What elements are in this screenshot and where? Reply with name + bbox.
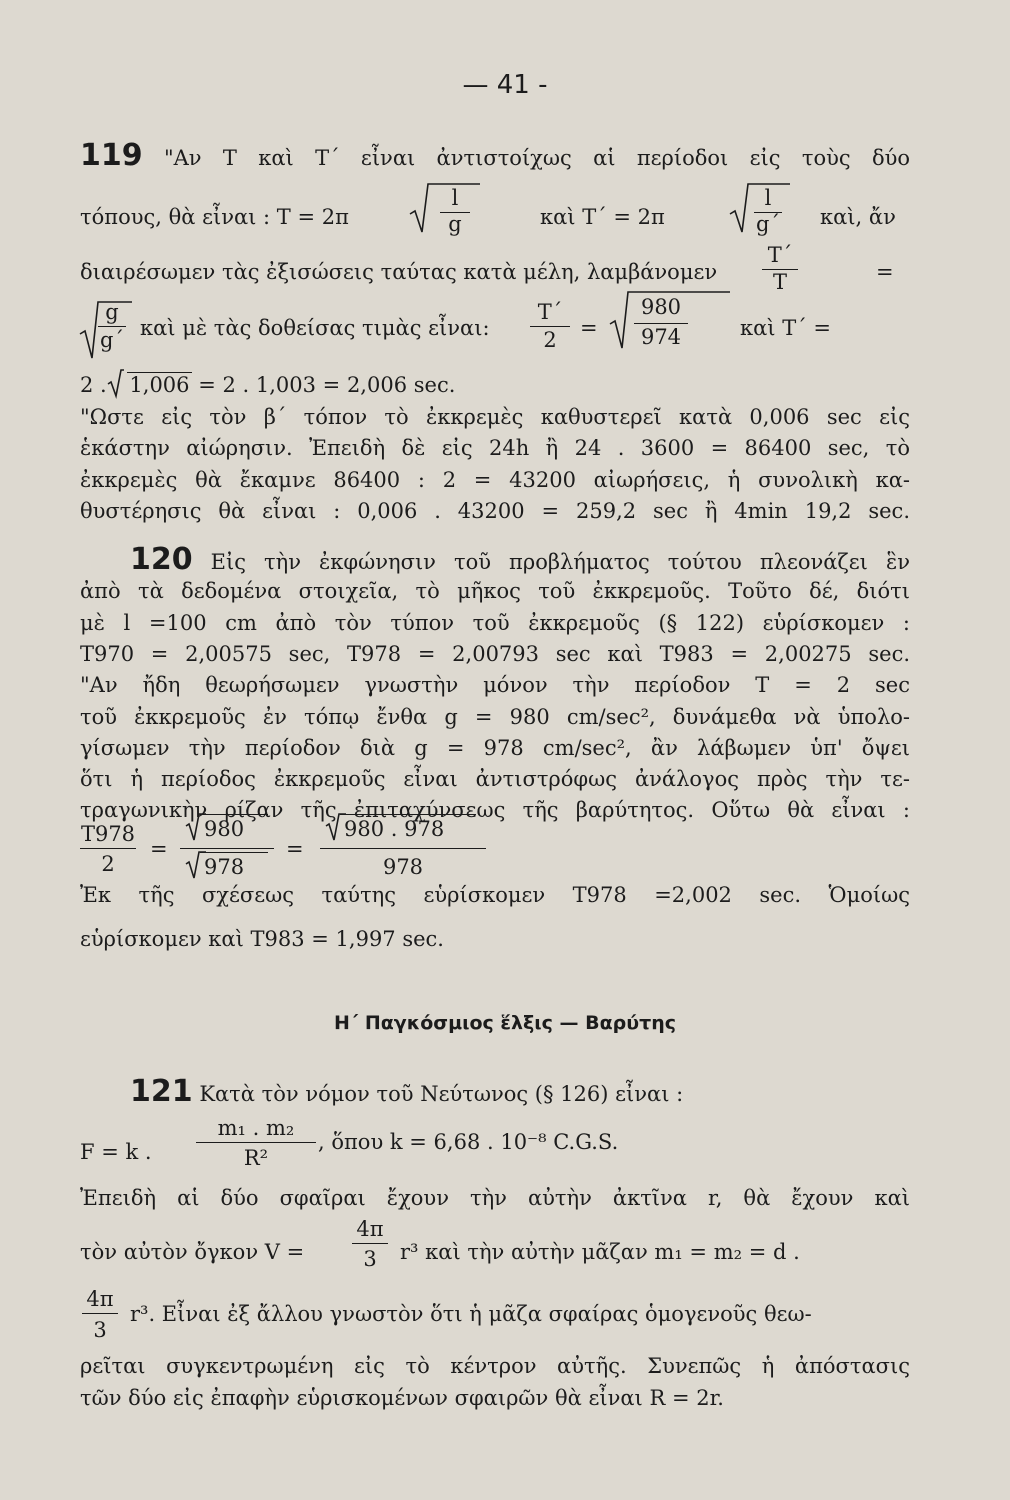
fraction-numerator: 980 [204,817,245,841]
fraction-denominator: Τ [772,270,787,294]
page-number: — 41 - [462,70,548,100]
fraction-bar [180,848,274,849]
equals-sign: = [580,316,598,340]
paragraph-text: ὅτι ἡ περίοδος ἐκκρεμοῦς εἶναι ἀντιστρόφως ἀνάλογος πρὸς τὴν τε- [80,767,910,791]
fraction-numerator: 980 [640,295,682,319]
fraction-bar [80,848,136,849]
paragraph-text: καὶ Τ΄ = [740,316,831,340]
paragraph-text: ἐκκρεμὲς θὰ ἔκαμνε 86400 : 2 = 43200 αἰωρήσεις, ἡ συνολικὴ κα- [80,468,910,492]
sqrt-value: 1,006 [129,373,190,397]
paragraph-text: διαιρέσωμεν τὰς ἐξισώσεις ταύτας κατὰ μέλη, λαμβάνομεν [80,260,718,284]
equals-sign: = [286,837,304,861]
fraction-bar [82,1313,118,1314]
section-heading: Η΄ Παγκόσμιος ἕλξις — Βαρύτης [333,1012,677,1034]
fraction-bar [352,1243,388,1244]
fraction-numerator: 980 . 978 [344,817,445,841]
paragraph-text: ἑκάστην αἰώρησιν. Ἐπειδὴ δὲ εἰς 24h ἢ 24 . 3600 = 86400 sec, τὸ [80,436,910,460]
sqrt-bar [340,814,476,815]
period-formula-text: τόπους, θὰ εἶναι : Τ = 2π [80,205,349,229]
fraction-bar [634,323,688,324]
fraction-numerator: g [105,300,119,324]
fraction-numerator: Τ΄ [537,300,563,324]
paragraph-text: ἀπὸ τὰ δεδομένα στοιχεῖα, τὸ μῆκος τοῦ ἐκκρεμοῦς. Τοῦτο δέ, διότι [80,579,910,603]
sqrt-sign [326,812,346,842]
fraction-denominator: R² [243,1146,269,1170]
fraction-denominator: 2 [101,852,115,876]
paragraph-text: θυστέρησις θὰ εἶναι : 0,006 . 43200 = 259,2 sec ἢ 4min 19,2 sec. [80,499,910,523]
paragraph-text: τῶν δύο εἰς ἐπαφὴν εὑρισκομένων σφαιρῶν θὰ εἶναι R = 2r. [80,1386,724,1410]
paragraph-text: τραγωνικὴν ρίζαν τῆς ἐπιταχύνσεως τῆς βαρύτητος. Οὕτω θὰ εἶναι : [80,798,910,822]
problem-number-120: 120 [130,542,193,577]
equals-sign: = [150,837,168,861]
fraction-numerator: Τ΄ [767,243,793,267]
volume-formula-text: r³ καὶ τὴν αὐτὴν μᾶζαν m₁ = m₂ = d . [400,1240,800,1264]
paragraph-121-line-1 [80,1074,910,1109]
fraction-bar [530,326,570,327]
paragraph-text: μὲ l =100 cm ἀπὸ τὸν τύπον τοῦ ἐκκρεμοῦς (§ 122) εὑρίσκομεν : [80,611,910,635]
paragraph-text: καὶ μὲ τὰς δοθείσας τιμὰς εἶναι: [140,316,490,340]
newton-law-lhs: F = k . [80,1140,152,1164]
sqrt-sign [186,850,206,880]
paragraph-text: Ἐκ τῆς σχέσεως ταύτης εὑρίσκομεν Τ978 =2,002 sec. Ὁμοίως [80,883,910,907]
paragraph-text: καὶ, ἄν [820,205,896,229]
paragraph-121-text: Κατὰ τὸν νόμον τοῦ Νεύτωνος (§ 126) εἶναι : [199,1082,684,1106]
fraction-bar [98,326,126,327]
paragraph-text: τοῦ ἐκκρεμοῦς ἐν τόπῳ ἔνθα g = 980 cm/sec², δυνάμεθα νὰ ὑπολο- [80,705,910,729]
fraction-numerator: 4π [356,1217,384,1241]
paragraph-text: Τ970 = 2,00575 sec, Τ978 = 2,00793 sec καὶ Τ983 = 2,00275 sec. [80,642,910,666]
fraction-numerator: 4π [86,1287,114,1311]
paragraph-120-text: Εἰς τὴν ἐκφώνησιν τοῦ προβλήματος τούτου πλεονάζει ἓν [210,550,910,574]
paragraph-text: γίσωμεν τὴν περίοδον διὰ g = 978 cm/sec², ἂν λάβωμεν ὑπ' ὄψει [80,736,910,760]
fraction-denominator: 3 [363,1247,377,1271]
paragraph-text: εὑρίσκομεν καὶ Τ983 = 1,997 sec. [80,927,444,951]
fraction-numerator: Τ978 [80,822,136,846]
newton-law-rhs: , ὅπου k = 6,68 . 10⁻⁸ C.G.S. [318,1130,619,1154]
result-text: 2 . [80,373,107,397]
problem-number-119: 119 [80,138,143,173]
paragraph-text: ρεῖται συγκεντρωμένη εἰς τὸ κέντρον αὐτῆς. Συνεπῶς ἡ ἀπόστασις [80,1354,910,1378]
paragraph-text: "Ωστε εἰς τὸν β΄ τόπον τὸ ἐκκρεμὲς καθυστερεῖ κατὰ 0,006 sec εἰς [80,405,910,429]
fraction-denominator: g [448,212,462,236]
paragraph-text: Ἐπειδὴ αἱ δύο σφαῖραι ἔχουν τὴν αὐτὴν ἀκτῖνα r, θὰ ἔχουν καὶ [80,1186,910,1210]
period-formula-text: καὶ Τ΄ = 2π [540,205,665,229]
fraction-denominator: 978 [382,855,424,879]
problem-number-121: 121 [130,1074,193,1109]
result-text: = 2 . 1,003 = 2,006 sec. [198,373,456,397]
fraction-denominator: g΄ [756,212,780,236]
volume-formula-text: τὸν αὐτὸν ὄγκον V = [80,1240,305,1264]
paragraph-119-text: "Αν Τ καὶ Τ΄ εἶναι ἀντιστοίχως αἱ περίοδοι εἰς τοὺς δύο [163,146,911,170]
fraction-bar [320,848,486,849]
sqrt-bar [200,814,268,815]
sqrt-bar [200,852,268,853]
sqrt-sign [108,368,124,398]
paragraph-120-line-1 [80,542,910,577]
paragraph-119-line-1 [80,138,911,173]
fraction-denominator: 2 [543,328,557,352]
paragraph-text: r³. Εἶναι ἐξ ἄλλου γνωστὸν ὅτι ἡ μᾶζα σφαίρας ὁμογενοῦς θεω- [130,1302,812,1326]
fraction-numerator: m₁ . m₂ [217,1116,295,1140]
result-line [80,372,455,397]
sqrt-sign [186,812,206,842]
fraction-denominator: 978 [204,855,245,879]
fraction-numerator: l [451,186,459,210]
fraction-denominator: g΄ [100,328,124,352]
fraction-bar [196,1142,316,1143]
fraction-denominator: 3 [93,1318,107,1342]
fraction-numerator: l [764,186,772,210]
equals-sign: = [876,260,894,284]
fraction-denominator: 974 [640,325,682,349]
paragraph-text: "Αν ἤδη θεωρήσωμεν γνωστὴν μόνον τὴν περίοδον Τ = 2 sec [80,673,910,697]
